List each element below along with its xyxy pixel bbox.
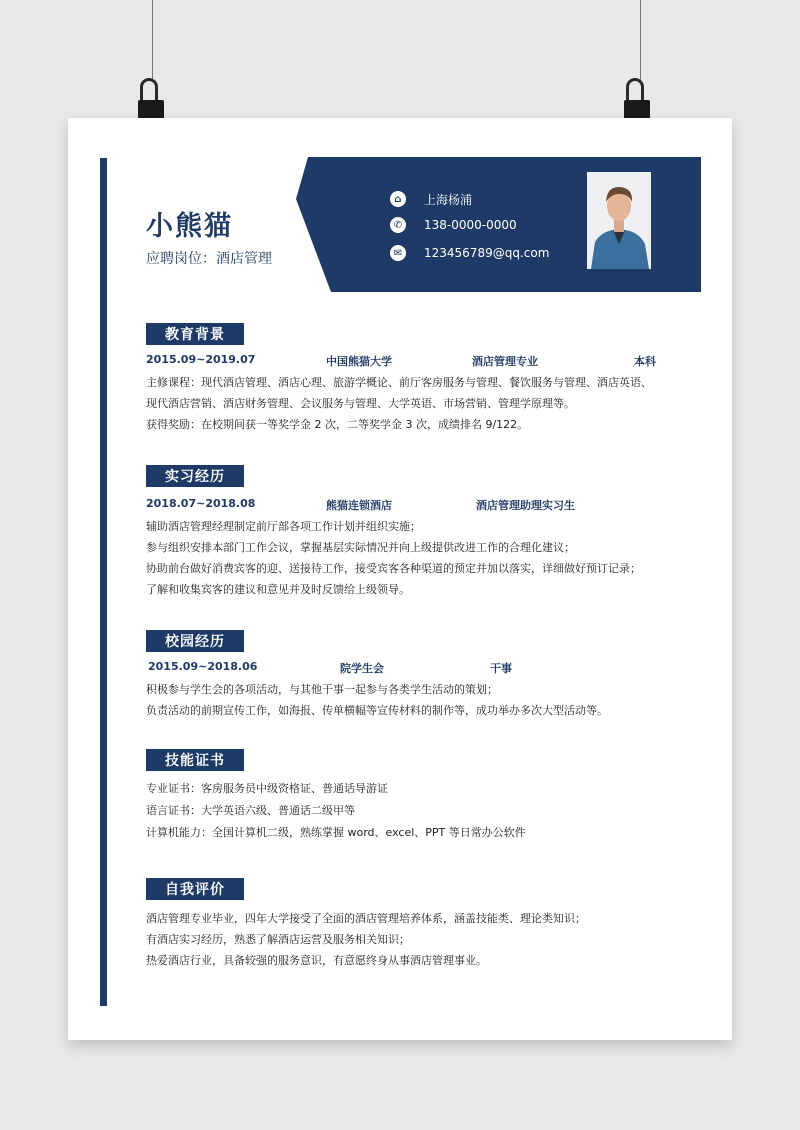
section-title-self: 自我评价 <box>146 878 244 900</box>
education-date: 2015.09~2019.07 <box>146 353 256 366</box>
section-title-education: 教育背景 <box>146 323 244 345</box>
internship-line-3: 协助前台做好消费宾客的迎、送接待工作，接受宾客各种渠道的预定并加以落实，详细做好预订记录； <box>146 562 641 575</box>
internship-date: 2018.07~2018.08 <box>146 497 256 510</box>
mail-icon: ✉ <box>390 245 406 261</box>
internship-role: 酒店管理助理实习生 <box>476 499 575 512</box>
self-line-1: 酒店管理专业毕业，四年大学接受了全面的酒店管理培养体系，涵盖技能类、理论类知识； <box>146 912 586 925</box>
campus-org: 院学生会 <box>340 662 384 675</box>
internship-line-4: 了解和收集宾客的建议和意见并及时反馈给上级领导。 <box>146 583 410 596</box>
contact-email-text: 123456789@qq.com <box>424 246 550 260</box>
section-title-skills: 技能证书 <box>146 749 244 771</box>
contact-location-text: 上海杨浦 <box>424 192 473 207</box>
self-line-3: 热爱酒店行业，具备较强的服务意识，有意愿终身从事酒店管理事业。 <box>146 954 487 967</box>
contact-phone <box>390 214 590 236</box>
profile-photo <box>587 172 651 269</box>
contact-location <box>390 188 590 210</box>
education-school: 中国熊猫大学 <box>326 355 392 368</box>
education-degree: 本科 <box>634 355 656 368</box>
contact-phone-text: 138-0000-0000 <box>424 218 517 232</box>
internship-company: 熊猫连锁酒店 <box>326 499 392 512</box>
campus-role: 干事 <box>490 662 512 675</box>
left-accent-bar <box>100 158 107 1006</box>
hanging-wire-right <box>640 0 641 80</box>
skills-line-3: 计算机能力：全国计算机二级，熟练掌握 word、excel、PPT 等日常办公软件 <box>146 826 526 839</box>
self-line-2: 有酒店实习经历，熟悉了解酒店运营及服务相关知识； <box>146 933 410 946</box>
skills-line-1: 专业证书：客房服务员中级资格证、普通话导游证 <box>146 782 388 795</box>
internship-line-1: 辅助酒店管理经理制定前厅部各项工作计划并组织实施； <box>146 520 421 533</box>
resume-page <box>68 118 732 1040</box>
location-icon: ⌂ <box>390 191 406 207</box>
phone-icon: ✆ <box>390 217 406 233</box>
section-title-internship: 实习经历 <box>146 465 244 487</box>
candidate-name: 小熊猫 <box>146 211 233 242</box>
education-line-3: 获得奖励：在校期间获一等奖学金 2 次，二等奖学金 3 次，成绩排名 9/122。 <box>146 418 529 431</box>
section-title-campus: 校园经历 <box>146 630 244 652</box>
contact-email <box>390 242 590 264</box>
education-major: 酒店管理专业 <box>472 355 538 368</box>
education-line-1: 主修课程：现代酒店管理、酒店心理、旅游学概论、前厅客房服务与管理、餐饮服务与管理、酒店英语、 <box>146 376 652 389</box>
campus-date: 2015.09~2018.06 <box>148 660 258 673</box>
job-position: 应聘岗位：酒店管理 <box>146 251 272 267</box>
education-line-2: 现代酒店营销、酒店财务管理、会议服务与管理、大学英语、市场营销、管理学原理等。 <box>146 397 575 410</box>
hanging-wire-left <box>152 0 153 80</box>
campus-line-1: 积极参与学生会的各项活动，与其他干事一起参与各类学生活动的策划； <box>146 683 498 696</box>
campus-line-2: 负责活动的前期宣传工作，如海报、传单横幅等宣传材料的制作等，成功举办多次大型活动等。 <box>146 704 608 717</box>
skills-line-2: 语言证书：大学英语六级、普通话二级甲等 <box>146 804 355 817</box>
internship-line-2: 参与组织安排本部门工作会议，掌握基层实际情况并向上级提供改进工作的合理化建议； <box>146 541 575 554</box>
